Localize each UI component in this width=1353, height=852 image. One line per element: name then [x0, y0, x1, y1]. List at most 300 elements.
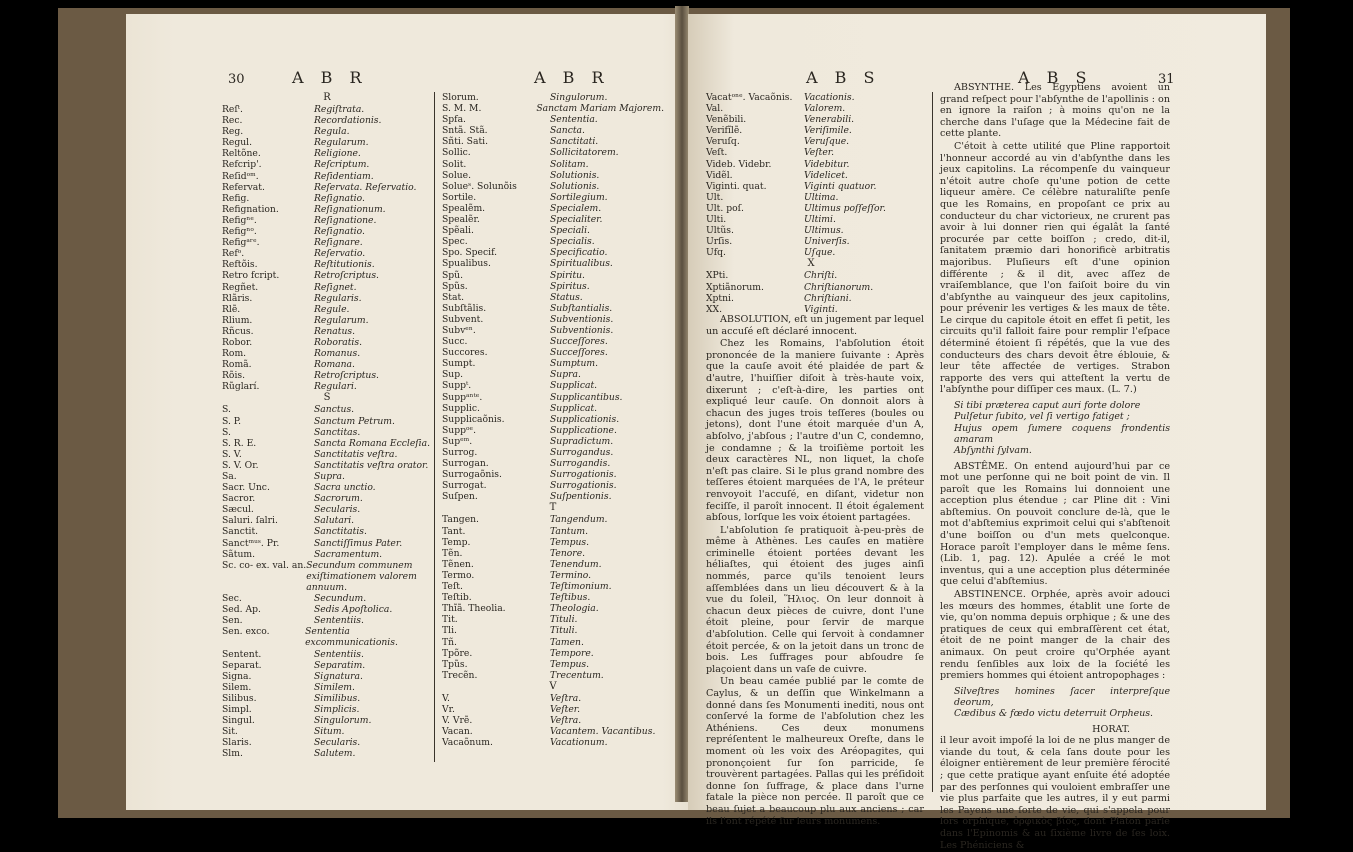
abbreviation-entry	[442, 570, 664, 581]
abbreviation-entry	[222, 215, 432, 226]
abbreviation: Rñcus.	[222, 325, 254, 337]
abbreviation: Ulti.	[706, 214, 727, 226]
abbreviation-entry	[222, 204, 432, 215]
expansion: Roboratis.	[314, 336, 362, 348]
expansion: Salutari.	[314, 515, 355, 527]
column-rule	[932, 92, 933, 792]
expansion: Teſtibus.	[550, 592, 591, 604]
abbreviation-entry	[442, 648, 664, 659]
abbreviation: Surrogan.	[442, 458, 489, 470]
abbreviation-entry	[442, 325, 664, 336]
abbreviation-entry	[442, 380, 664, 391]
expansion: Regularis.	[314, 292, 362, 304]
abbreviation: Refervat.	[222, 181, 265, 193]
abbreviation-entry	[222, 270, 432, 281]
abbreviation: Suppᵃⁿᵗᵉ.	[442, 391, 483, 403]
verse-quote	[954, 686, 1170, 720]
abbreviation-entry	[222, 304, 432, 315]
abbreviation: Vidẽl.	[706, 169, 733, 181]
abbreviation: Refigᵃʳᵉ.	[222, 237, 260, 249]
verse-line: Si tibi præterea caput auri forte dolore	[954, 400, 1141, 412]
abbreviation-entry	[222, 515, 432, 526]
abbreviation: Val.	[706, 103, 724, 115]
abbreviation: V. Vrẽ.	[442, 715, 473, 727]
abbreviation: Succ.	[442, 336, 468, 348]
expansion: Videlicet.	[804, 169, 848, 181]
abbreviation: Regñet.	[222, 281, 259, 293]
abbreviation: Sæcul.	[222, 504, 254, 516]
paragraph: C'étoit à cette utilité que Pline rapportoit l'honneur accordé au vin d'abſynthe dans les jeux capitolins. La récompenſe du vainqueur n'étoit autre choſe qu'une potion de cette liqueur amère. Ce célèbre naturaliſte penſe que les Romains, en propoſant ce prix au conducteur du char victorieux, ne crurent pas avoir à lui donner rien qui égalât la ſanté procurée par cette boiſſon ; credo, dit-il, ſanitatem præmio dari honorificè arbitratis majoribus. Pluſieurs eſt d'une opinion différente ; & il dit, avec aſſez de vraiſemblance, que l'on faiſoit boire du vin d'abſynthe au vainqueur des jeux capitolins, pour prévenir les vertiges & les maux de tête. Le cirque du capitole étoit en effet ſi petit, les circuits qu'il falloit faire pour remplir l'eſpace déterminé étoient ſi répétés, que la vue des conducteurs des chars devoit être éblouie, & leur tête affectée de vertiges. Strabon rapporte des vers qui atteſtent la vertu de l'abſynthe pour diſſiper ces maux. (L. 7.)	[940, 140, 1170, 396]
abbreviation: Spẽali.	[442, 225, 474, 237]
abbreviation-entry	[442, 303, 664, 314]
abbreviation: Separat.	[222, 659, 262, 671]
expansion: Secundum.	[314, 593, 367, 605]
expansion: Sancta.	[550, 125, 585, 137]
left-page	[126, 14, 736, 810]
expansion: Termino.	[550, 569, 592, 581]
abbreviation: Sñti. Sati.	[442, 136, 489, 148]
expansion: Veſter.	[550, 703, 581, 715]
abbreviation: Signa.	[222, 670, 252, 682]
expansion: Veſter.	[804, 147, 835, 159]
abbreviation-entry	[442, 103, 664, 114]
expansion: Supplicantibus.	[550, 391, 623, 403]
expansion: Ultimi.	[804, 214, 836, 226]
abbreviation-entry	[706, 225, 916, 236]
expansion: Recordationis.	[314, 115, 382, 127]
expansion: Sacramentum.	[314, 548, 383, 560]
abbreviation: Venẽbili.	[706, 114, 747, 126]
abbreviation: Rõis.	[222, 370, 246, 382]
abbreviation: Spũs.	[442, 280, 468, 292]
abbreviation: Rom.	[222, 348, 247, 360]
abbreviation-entry	[222, 704, 432, 715]
abbreviation: Xptiãnorum.	[706, 281, 764, 293]
abbreviation: Saluri. ſalri.	[222, 515, 278, 527]
expansion: Supra.	[550, 369, 581, 381]
expansion: Tempus.	[550, 536, 589, 548]
abbreviation-entry	[442, 314, 664, 325]
abbreviation: Ult.	[706, 191, 724, 203]
expansion: Regula.	[314, 126, 350, 138]
abbreviation-entry	[442, 526, 664, 537]
expansion: Romanus.	[314, 348, 361, 360]
abbreviation-entry	[222, 626, 432, 648]
abbreviation-entry	[222, 182, 432, 193]
expansion: Tangendum.	[550, 514, 608, 526]
abbreviation-entry	[222, 726, 432, 737]
abbreviation-entry	[706, 103, 916, 114]
abbreviation-entry	[222, 293, 432, 304]
abbreviation-entry	[222, 549, 432, 560]
abbreviation-entry	[442, 170, 664, 181]
abbreviation-entry	[706, 159, 916, 170]
abbreviation-entry	[222, 370, 432, 381]
abbreviation-entry	[442, 693, 664, 704]
abbreviation: Rlãris.	[222, 292, 253, 304]
paragraph: il leur avoit impoſé la loi de ne plus manger de viande du tout, & cela ſans doute pour les éloigner entièrement de leur première férocité ; que cette pratique ayant enſuite été adoptée par des perſonnes qui vouloient embraſſer une vie plus parfaite que les autres, il y eut parmi les Payens une ſorte de vie, qui s'appela pour lors orphique, ὀρφικὸς βίος, dont Platon parle dans l'Epinomis & au ſixième livre de ſes loix. Les Phéniciens &	[940, 735, 1170, 851]
abbreviation-entry	[222, 693, 432, 704]
expansion: Veſtra.	[550, 715, 582, 727]
abbreviation-entry	[222, 593, 432, 604]
expansion: Sanctiſſimus Pater.	[314, 537, 403, 549]
expansion: Tamen.	[550, 636, 584, 648]
abbreviation: Spo. Specif.	[442, 247, 498, 259]
abbreviation-entry	[706, 282, 916, 293]
abbreviation: Sumpt.	[442, 358, 476, 370]
expansion: Sollicitatorem.	[550, 147, 619, 159]
abbreviation-entry	[222, 438, 432, 449]
expansion: Supra.	[314, 471, 345, 482]
abbreviation-entry	[222, 416, 432, 427]
section-letter: S	[323, 392, 331, 404]
abbreviation-entry	[222, 504, 432, 515]
expansion: Sanctam Mariam Majorem.	[536, 103, 664, 115]
abbreviation: Veruſq.	[706, 136, 740, 148]
expansion: Solutionis.	[550, 169, 600, 181]
abbreviation-entry	[222, 460, 432, 471]
abbreviation: Suppᵒᵉ.	[442, 424, 476, 436]
abbreviation: Veſt.	[706, 147, 728, 159]
abbreviation-entry	[442, 614, 664, 625]
abbreviation: S.	[222, 404, 231, 416]
abbreviation-entry	[442, 281, 664, 292]
expansion: Salutem.	[314, 748, 356, 760]
abbreviation: Sntã. Stã.	[442, 125, 488, 137]
expansion: Sanctitas.	[314, 426, 361, 438]
abbreviation-entry	[222, 104, 432, 115]
expansion: Uſque.	[804, 247, 836, 259]
expansion: Chriſtiani.	[804, 292, 852, 304]
expansion: Supplicat.	[550, 380, 598, 392]
abbreviation-entry	[442, 537, 664, 548]
abbreviation-entry	[222, 326, 432, 337]
expansion: Tempore.	[550, 647, 594, 659]
abbreviation-entry	[222, 137, 432, 148]
abbreviation: Sortile.	[442, 191, 477, 203]
abbreviation-entry	[442, 392, 664, 403]
abbreviation-entry	[442, 369, 664, 380]
section-letter: V	[549, 680, 557, 692]
abbreviation: S. M. M.	[442, 103, 482, 115]
abbreviation: Regul.	[222, 137, 253, 149]
abbreviation-entry	[442, 704, 664, 715]
abbreviation: Stat.	[442, 291, 465, 303]
abbreviation-entry	[442, 480, 664, 491]
abbreviation-entry	[442, 514, 664, 525]
expansion: Sententia excommunicationis.	[305, 626, 398, 649]
abbreviation: Subvent.	[442, 313, 484, 325]
abbreviation: Surrog.	[442, 447, 478, 458]
abbreviation: Spealẽr.	[442, 214, 480, 226]
folio-left: 30	[228, 72, 245, 87]
abstinence-article: ABSTINENCE. Orphée, après avoir adouci les mœurs des hommes, établit une ſorte de vie, qu'on nomma depuis orphique ; & une des pratiques de ceux qui embraſſèrent cet état, étoit de ne point manger de la chair des animaux. On peut croire qu'Orphée ayant rendu ſenſibles aux loix de la ſociété les premiers hommes qui étoient antropophages :	[940, 589, 1170, 682]
abbreviation-entry	[706, 192, 916, 203]
expansion: Supplicat.	[550, 402, 598, 414]
expansion: Retroſcriptus.	[314, 370, 379, 382]
expansion: Viginti quatuor.	[804, 180, 877, 192]
expansion: Surrogandis.	[550, 458, 611, 470]
expansion: Renatus.	[314, 325, 355, 337]
abbreviation: Teſtib.	[442, 592, 472, 604]
expansion: Regularum.	[314, 137, 369, 149]
abbreviation-entry	[442, 159, 664, 170]
abbreviation: Refᵒ.	[222, 248, 245, 260]
abbreviation: Rlẽ.	[222, 303, 241, 315]
expansion: Supradictum.	[550, 435, 614, 447]
abbreviation: Trecẽn.	[442, 669, 478, 681]
expansion: Sententiis.	[314, 615, 364, 627]
expansion: Retroſcriptus.	[314, 270, 379, 282]
expansion: Vacationum.	[550, 737, 608, 749]
abbreviation-entry	[442, 247, 664, 258]
abbreviation: Refigⁿᵒ.	[222, 226, 257, 238]
abbreviation-entry	[442, 548, 664, 559]
abbreviation: Sit.	[222, 726, 238, 738]
verse-line: Silveſtres homines ſacer interpreſque deorum,	[954, 685, 1170, 709]
abbreviation-entry	[706, 293, 916, 304]
section-letter: X	[807, 258, 815, 270]
verse-line: Cædibus & fœdo victu deterruit Orpheus.	[954, 708, 1154, 720]
absynthe-article	[940, 82, 1170, 852]
abbreviation-entry	[222, 737, 432, 748]
abbreviation: Rlium.	[222, 314, 253, 326]
abbreviation: Singul.	[222, 715, 255, 727]
abbreviation-entry	[222, 171, 432, 182]
abbreviation: S. R. E.	[222, 437, 257, 449]
abbreviation-entry	[442, 125, 664, 136]
abbreviation-entry	[222, 337, 432, 348]
expansion: Tituli.	[550, 625, 578, 637]
abbreviation: Ult. poſ.	[706, 202, 744, 214]
abbreviation: Robor.	[222, 336, 253, 348]
abbreviation-entry	[442, 737, 664, 748]
expansion: Reſervata. Reſervatio.	[314, 181, 417, 193]
expansion: Tempus.	[550, 658, 589, 670]
abbreviation-entry	[442, 181, 664, 192]
abbreviation-entry	[706, 214, 916, 225]
expansion: Romana.	[314, 359, 355, 371]
abbreviation: Tpõre.	[442, 647, 473, 659]
running-head-right-2: A B S	[1018, 68, 1093, 87]
gutter	[675, 6, 689, 802]
abbreviation-entry	[222, 148, 432, 159]
expansion: Sanctitatis veſtra orator.	[314, 459, 429, 471]
abbreviation-entry	[706, 136, 916, 147]
abbreviation-entry	[442, 581, 664, 592]
abbreviation-entry	[442, 336, 664, 347]
abbreviation-entry	[442, 715, 664, 726]
abbreviation: Retro fcript.	[222, 270, 280, 282]
abbreviation: Vacatᵒⁿᵉ. Vacaõnis.	[706, 92, 793, 103]
abbreviation: Sed. Ap.	[222, 604, 261, 616]
expansion: Similem.	[314, 681, 355, 693]
abbreviation: Temp.	[442, 536, 471, 548]
expansion: Spiritu.	[550, 269, 585, 281]
abbreviation: Tẽn.	[442, 547, 463, 559]
expansion: Secularis.	[314, 504, 361, 516]
abbreviation: Subſtãlis.	[442, 302, 487, 314]
abbreviation: Teſt.	[442, 581, 463, 593]
abbreviation: Suſpen.	[442, 491, 478, 503]
expansion: Ultimus poſſeſſor.	[804, 202, 886, 214]
expansion: Reſignet.	[314, 281, 357, 293]
absolution-article	[706, 314, 924, 828]
abbreviation-entry	[442, 147, 664, 158]
abbreviation-entry	[222, 193, 432, 204]
verse-author: HORAT.	[1092, 723, 1130, 735]
abbreviation: S. P.	[222, 415, 242, 427]
abbreviation: Supplicaõnis.	[442, 413, 505, 425]
abbreviation: XX.	[706, 303, 723, 315]
abbreviation-entry	[222, 427, 432, 438]
abbreviation: Refig.	[222, 192, 250, 204]
expansion: Similibus.	[314, 692, 361, 704]
right-page	[688, 14, 1266, 851]
abbreviation-entry	[442, 136, 664, 147]
expansion: Subventionis.	[550, 324, 614, 336]
abbreviation-entry	[442, 225, 664, 236]
abbreviation-entry	[222, 237, 432, 248]
expansion: Succeſſores.	[550, 336, 608, 348]
expansion: Solitam.	[550, 158, 589, 170]
expansion: Subventionis.	[550, 313, 614, 325]
abbreviation-entry	[222, 493, 432, 504]
expansion: Singulorum.	[550, 92, 608, 103]
paragraph: Un beau camée publié par le comte de Caylus, & un deſſin que Winkelmann a donné dans ſes Monumenti inediti, nous ont conſervé la forme de l'abſolution chez les Athéniens. Ces deux monumens repréſentent le malheureux Oreſte, dans le moment où les voix des Aréopagites, qui prononçoient ſur ſon parricide, ſe trouvèrent partagées. Pallas qui les préſidoit donne ſon ſuffrage, & place dans l'urne fatale la pièce non percée. Il paroît que ce beau ſujet a beaucoup plu aux anciens ; car ils l'ont répété ſur leurs monumens.	[706, 676, 924, 827]
abbreviation: Surrogat.	[442, 480, 487, 492]
abbreviation-entry	[442, 637, 664, 648]
abbreviation: Reg.	[222, 126, 244, 138]
expansion: Sumptum.	[550, 358, 599, 370]
abbreviation-entry	[706, 181, 916, 192]
abbreviation: V.	[442, 692, 450, 704]
abbreviation: Tant.	[442, 525, 466, 537]
column-rule	[434, 92, 435, 762]
abbreviation: Tñ.	[442, 636, 457, 648]
abbreviation-entry	[706, 125, 916, 136]
abbreviation-entry	[222, 449, 432, 460]
abbreviation-entry	[442, 203, 664, 214]
expansion: Regiſtrata.	[314, 104, 365, 115]
abbreviation-entry	[222, 526, 432, 537]
abbreviation: Sacror.	[222, 493, 256, 505]
expansion: Vacantem. Vacantibus.	[550, 726, 656, 738]
abbreviation-entry	[706, 114, 916, 125]
abbreviation: Suppᵗ.	[442, 380, 472, 392]
abbreviation: Sollic.	[442, 147, 471, 159]
running-head-left-1: A B R	[292, 68, 368, 87]
expansion: Reſignatio.	[314, 192, 365, 204]
abbreviation: Viginti. quat.	[706, 180, 767, 192]
abbreviation: Surrogaõnis.	[442, 469, 502, 481]
abbreviation: Reftõis.	[222, 259, 258, 271]
abbreviation: Thĩã. Theolia.	[442, 603, 506, 615]
abbreviation: Ultũs.	[706, 225, 734, 237]
expansion: Sententiis.	[314, 648, 364, 660]
expansion: Sanctus.	[314, 404, 355, 416]
abbreviation: Sen.	[222, 615, 243, 627]
expansion: Univerſis.	[804, 236, 850, 248]
expansion: Trecentum.	[550, 669, 604, 681]
expansion: Specialis.	[550, 236, 595, 248]
abbreviation: Vr.	[442, 703, 455, 715]
abbreviation-entry	[442, 603, 664, 614]
section-letter: T	[549, 502, 557, 514]
abbreviation: Sentent.	[222, 648, 262, 660]
abbreviation-entry	[442, 403, 664, 414]
expansion: Theologia.	[550, 603, 599, 615]
expansion: Sacrorum.	[314, 493, 363, 505]
expansion: Status.	[550, 291, 583, 303]
abbreviation-entry	[442, 347, 664, 358]
abbreviation: Slorum.	[442, 92, 479, 103]
section-letter: R	[323, 92, 331, 103]
folio-right: 31	[1158, 72, 1175, 87]
abbreviation-entry	[442, 270, 664, 281]
expansion: Reſignationum.	[314, 203, 386, 215]
abstme-article: ABSTÊME. On entend aujourd'hui par ce mot une perſonne qui ne boit point de vin. Il paroît que les Romains lui donnoient une acception plus étendue ; car Pline dit : Vini abſtemius. On pouvoit conclure de-là, que le mot d'abſtemius exprimoit celui qui s'abſtenoit d'une boiſſon ou d'un mets quelconque. Horace paroît l'employer dans le même ſens. (Lib. 1, pag. 12). Apulée a créé le mot inventus, qui a une acception plus déterminée que celui d'abſtemius.	[940, 460, 1170, 588]
abbreviation: Reſidᵒᵐ.	[222, 170, 259, 182]
abbreviation-entry	[222, 560, 432, 593]
abbreviation-entry	[222, 226, 432, 237]
expansion: Reſtitutionis.	[314, 259, 375, 271]
expansion: Spiritus.	[550, 280, 590, 292]
abbreviation: Solueˢ. Solunõis	[442, 180, 517, 192]
abbreviation-entry	[442, 358, 664, 369]
abbreviation-entry	[442, 491, 664, 502]
expansion: Solutionis.	[550, 180, 600, 192]
expansion: Specificatio.	[550, 247, 608, 259]
abbreviation: Sãtum.	[222, 548, 256, 560]
abbreviation-entry	[706, 270, 916, 281]
expansion: Subſtantialis.	[550, 302, 613, 314]
expansion: Simplicis.	[314, 703, 360, 715]
expansion: Ultimus.	[804, 225, 844, 237]
abbreviation-entry	[222, 404, 432, 415]
expansion: Supplicationis.	[550, 413, 620, 425]
abbreviation: Tangen.	[442, 514, 479, 526]
abbreviation-entry	[222, 471, 432, 482]
abbreviation-entry	[222, 259, 432, 270]
expansion: Separatim.	[314, 659, 366, 671]
abbreviation: Rec.	[222, 115, 243, 127]
abbreviation: Xptni.	[706, 292, 734, 304]
abbreviation: Tit.	[442, 614, 458, 626]
abbreviation-entry	[222, 660, 432, 671]
abbreviation: Spfa.	[442, 114, 466, 126]
abbreviation: Silibus.	[222, 692, 257, 704]
expansion: Spiritualibus.	[550, 258, 613, 270]
expansion: Sancta Romana Eccleſia.	[314, 437, 430, 449]
abbreviation-entry	[442, 436, 664, 447]
expansion: Tituli.	[550, 614, 578, 626]
abbreviation: Sup.	[442, 369, 464, 381]
abbreviation: S.	[222, 426, 231, 438]
expansion: Reſignatione.	[314, 214, 377, 226]
abbreviation-entry	[442, 458, 664, 469]
expansion: Chriſtianorum.	[804, 281, 874, 293]
abbreviation: Romã.	[222, 359, 252, 371]
expansion: Surrogationis.	[550, 469, 617, 481]
abbreviation-entry	[222, 604, 432, 615]
expansion: Situm.	[314, 726, 345, 738]
abbreviation-entry	[222, 282, 432, 293]
abbreviation-entry	[222, 359, 432, 370]
expansion: Valorem.	[804, 103, 846, 115]
expansion: Supplicatione.	[550, 424, 617, 436]
verse-quote	[954, 400, 1170, 456]
